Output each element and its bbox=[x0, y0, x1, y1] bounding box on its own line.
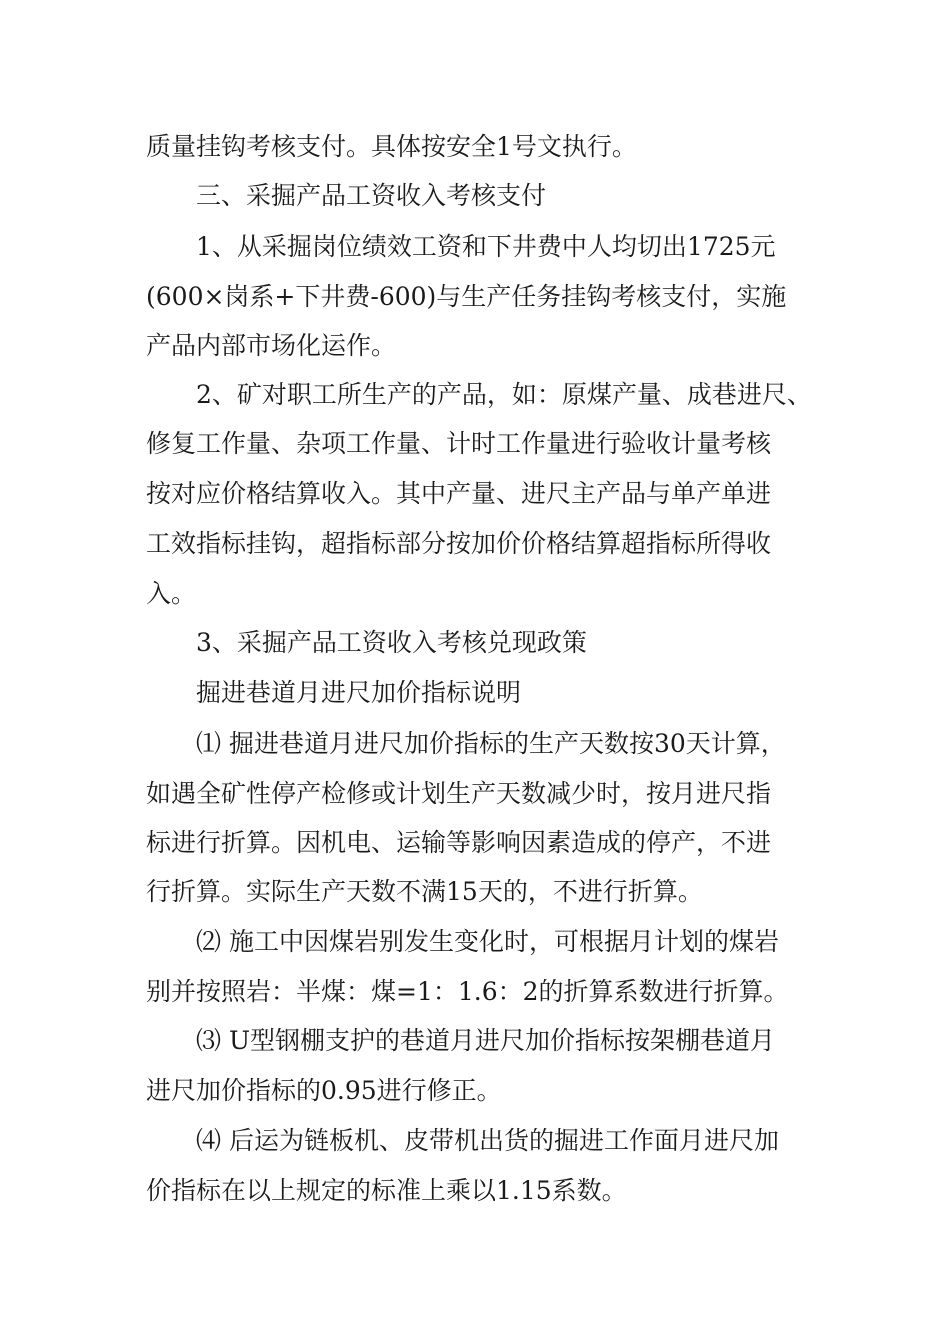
text-line: 如遇全矿性停产检修或计划生产天数减少时，按月进尺指 bbox=[146, 779, 772, 808]
text-line: 别并按照岩：半煤：煤=1：1.6：2的折算系数进行折算。 bbox=[146, 977, 789, 1006]
text-line: 价指标在以上规定的标准上乘以1.15系数。 bbox=[146, 1176, 627, 1205]
text-line: 质量挂钩考核支付。具体按安全1号文执行。 bbox=[146, 132, 637, 161]
text-line: 2、矿对职工所生产的产品，如：原煤产量、成巷进尺、 bbox=[196, 380, 812, 409]
section-heading: 三、采掘产品工资收入考核支付 bbox=[196, 181, 547, 210]
subsection-heading: 3、采掘产品工资收入考核兑现政策 bbox=[196, 628, 587, 657]
text-line: 行折算。实际生产天数不满15天的，不进行折算。 bbox=[146, 877, 703, 906]
text-line: 入。 bbox=[146, 579, 197, 608]
text-line: 标进行折算。因机电、运输等影响因素造成的停产，不进 bbox=[146, 828, 772, 857]
text-line: 进尺加价指标的0.95进行修正。 bbox=[146, 1076, 502, 1105]
text-line: 产品内部市场化运作。 bbox=[146, 331, 397, 360]
text-line: (600×岗系+下井费-600)与生产任务挂钩考核支付，实施 bbox=[146, 282, 787, 311]
text-line: ⑴ 掘进巷道月进尺加价指标的生产天数按30天计算， bbox=[196, 729, 786, 758]
text-line: 1、从采掘岗位绩效工资和下井费中人均切出1725元 bbox=[196, 232, 776, 261]
text-line: 工效指标挂钩，超指标部分按加价价格结算超指标所得收 bbox=[146, 529, 772, 558]
text-line: 修复工作量、杂项工作量、计时工作量进行验收计量考核 bbox=[146, 429, 772, 458]
subsection-heading: 掘进巷道月进尺加价指标说明 bbox=[196, 678, 522, 707]
text-line: ⑷ 后运为链板机、皮带机出货的掘进工作面月进尺加 bbox=[196, 1126, 779, 1155]
text-line: 按对应价格结算收入。其中产量、进尺主产品与单产单进 bbox=[146, 479, 772, 508]
text-line: ⑶ U型钢棚支护的巷道月进尺加价指标按架棚巷道月 bbox=[196, 1026, 776, 1055]
text-line: ⑵ 施工中因煤岩别发生变化时，可根据月计划的煤岩 bbox=[196, 927, 779, 956]
